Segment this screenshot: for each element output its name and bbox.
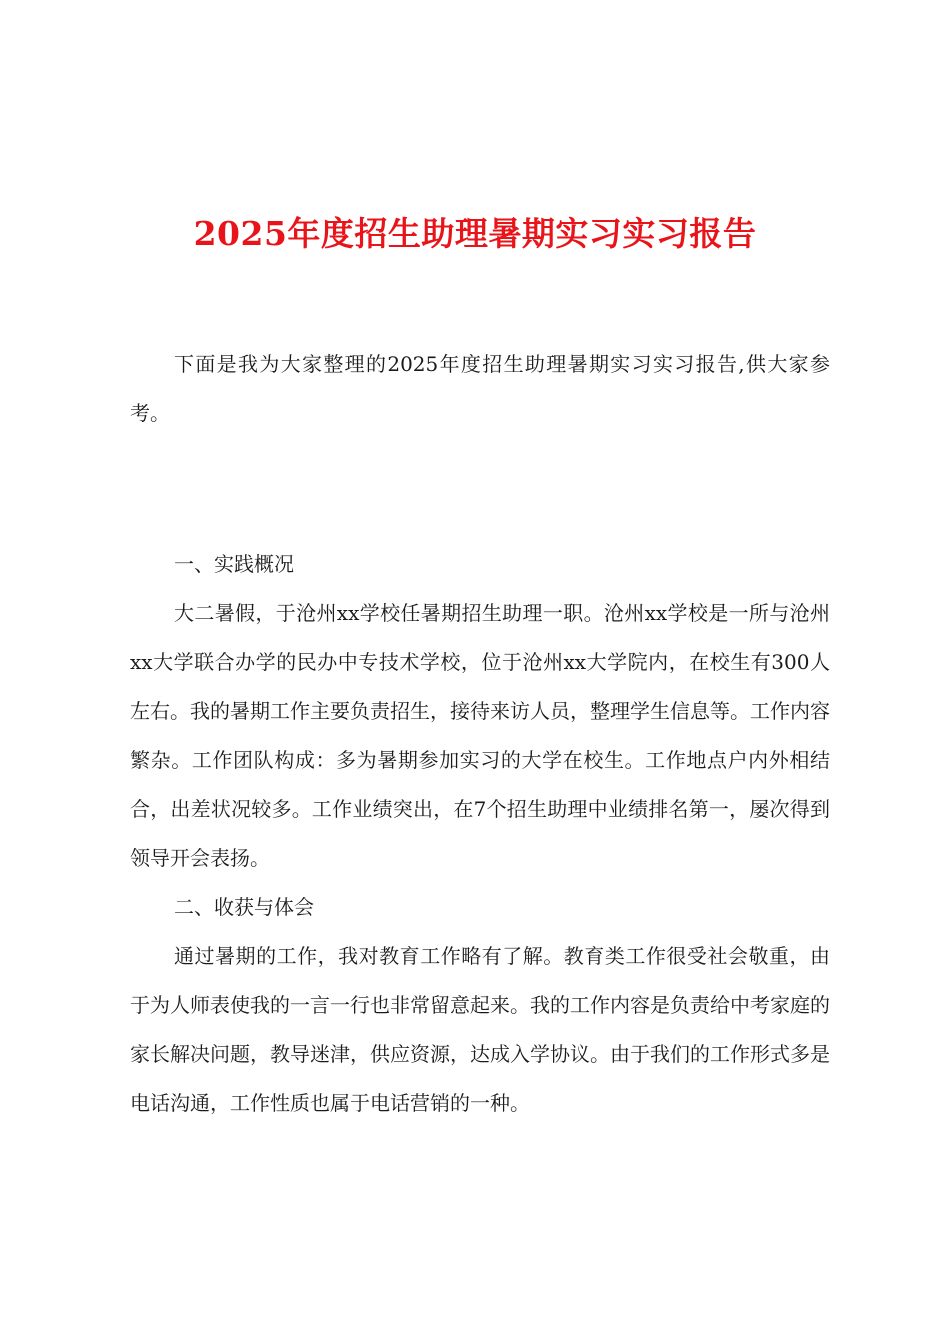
intro-paragraph: 下面是我为大家整理的2025年度招生助理暑期实习实习报告,供大家参考。 — [130, 352, 830, 425]
section-heading-practice-overview: 一、实践概况 — [174, 552, 294, 576]
practice-overview-paragraph: 大二暑假，于沧州xx学校任暑期招生助理一职。沧州xx学校是一所与沧州xx大学联合办学的民办中专技术学校，位于沧州xx大学院内，在校生有300人左右。我的暑期工作主要负责招生，接待来访人员，整理学生信息等。工作内容繁杂。工作团队构成：多为暑期参加实习的大学在校生。工作地点户内外相结合，出差状况较多。工作业绩突出，在7个招生助理中业绩排名第一，屡次得到领导开会表扬。 — [130, 601, 830, 870]
gains-and-experience-paragraph: 通过暑期的工作，我对教育工作略有了解。教育类工作很受社会敬重，由于为人师表使我的一言一行也非常留意起来。我的工作内容是负责给中考家庭的家长解决问题，教导迷津，供应资源，达成入学协议。由于我们的工作形式多是电话沟通，工作性质也属于电话营销的一种。 — [130, 944, 830, 1115]
section-heading-gains-and-experience: 二、收获与体会 — [174, 895, 314, 919]
document-title: 2025年度招生助理暑期实习实习报告 — [193, 214, 757, 253]
